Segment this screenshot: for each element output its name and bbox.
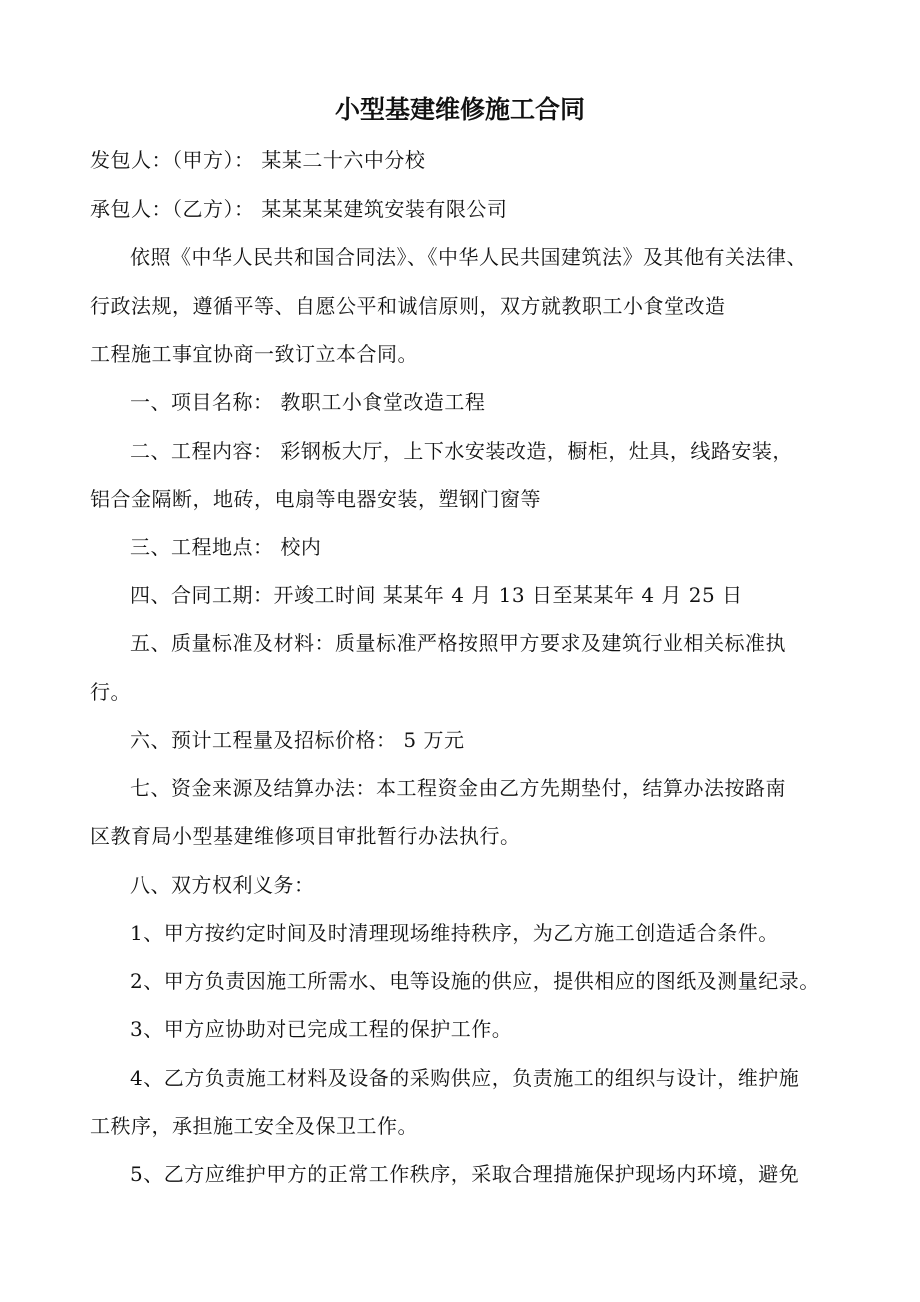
section-3-location: 三、工程地点： 校内 [130, 535, 322, 559]
rights-item-3: 3、甲方应协助对已完成工程的保护工作。 [130, 1017, 513, 1041]
section-2-line-2: 铝合金隔断，地砖，电扇等电器安装，塑钢门窗等 [90, 487, 541, 511]
section-7-line-2: 区教育局小型基建维修项目审批暂行办法执行。 [90, 824, 521, 848]
rights-item-2: 2、甲方负责因施工所需水、电等设施的供应，提供相应的图纸及测量纪录。 [130, 969, 820, 993]
section-6-price: 六、预计工程量及招标价格： 5 万元 [130, 728, 465, 752]
section-5-line-2: 行。 [90, 680, 131, 704]
rights-item-5-line-1: 5、乙方应维护甲方的正常工作秩序，采取合理措施保护现场内环境，避免 [130, 1162, 800, 1186]
intro-line-2: 行政法规，遵循平等、自愿公平和诚信原则，双方就教职工小食堂改造 [90, 294, 726, 318]
document-title: 小型基建维修施工合同 [334, 95, 585, 124]
rights-item-4-line-2: 工秩序，承担施工安全及保卫工作。 [90, 1114, 418, 1138]
section-4-duration: 四、合同工期：开竣工时间 某某年 4 月 13 日至某某年 4 月 25 日 [130, 583, 743, 607]
section-7-line-1: 七、资金来源及结算办法：本工程资金由乙方先期垫付，结算办法按路南 [130, 776, 786, 800]
section-8-heading: 八、双方权利义务： [130, 873, 315, 897]
rights-item-4-line-1: 4、乙方负责施工材料及设备的采购供应，负责施工的组织与设计，维护施 [130, 1066, 800, 1090]
section-1-project-name: 一、项目名称： 教职工小食堂改造工程 [130, 390, 486, 414]
intro-line-1: 依照《中华人民共和国合同法》、《中华人民共国建筑法》及其他有关法律、 [130, 245, 807, 269]
rights-item-1: 1、甲方按约定时间及时清理现场维持秩序，为乙方施工创造适合条件。 [130, 921, 779, 945]
party-a-line: 发包人：（甲方）： 某某二十六中分校 [90, 148, 426, 172]
intro-line-3: 工程施工事宜协商一致订立本合同。 [90, 342, 418, 366]
party-b-line: 承包人：（乙方）： 某某某某建筑安装有限公司 [90, 197, 508, 221]
section-2-line-1: 二、工程内容： 彩钢板大厅，上下水安装改造，橱柜，灶具，线路安装， [130, 439, 793, 463]
section-5-line-1: 五、质量标准及材料：质量标准严格按照甲方要求及建筑行业相关标准执 [130, 631, 786, 655]
